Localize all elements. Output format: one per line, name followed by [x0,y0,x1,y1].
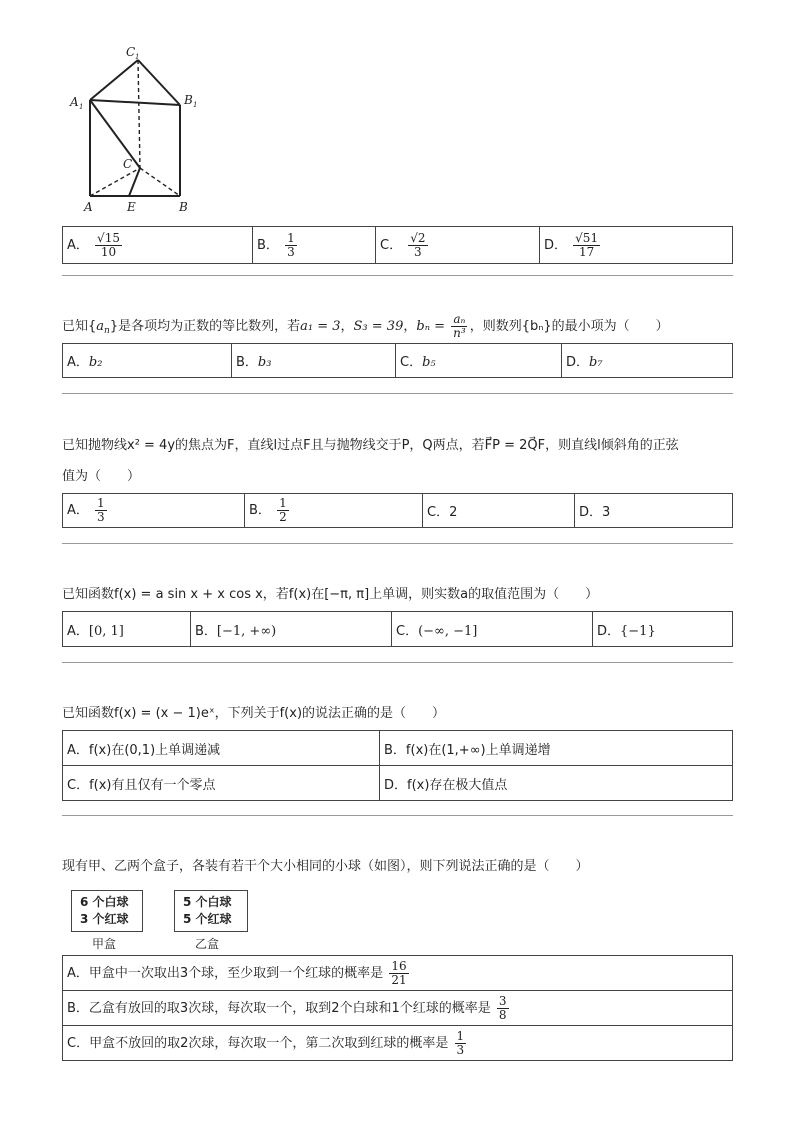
label-e: E [127,200,136,214]
q5-stem: 已知函数f(x) = (x − 1)eˣ，下列关于f(x)的说法正确的是（ ） [62,706,446,721]
option-b[interactable]: B．[−1, +∞) [191,612,392,647]
edge-a1-c1 [90,60,138,100]
divider [62,662,733,663]
option-c[interactable]: C．f(x)有且仅有一个零点 [63,766,380,801]
option-a[interactable]: A． $\frac{√15}{10}$ [63,227,253,264]
segment-c-e [129,168,140,196]
edge-a1-b1 [90,100,180,105]
box-yi-label: 乙盒 [195,937,220,951]
divider [62,393,733,394]
q2-options [62,343,733,378]
label-a1-sub: 1 [79,103,84,111]
box-jia-red: 3 个红球 [80,912,129,926]
fraction: $\frac{1}{3}$ [456,1028,465,1057]
divider [62,275,733,276]
q1-options [62,226,733,264]
box-jia-white: 6 个白球 [80,895,129,909]
fraction: $\frac{1}{3}$ [287,230,295,259]
option-c[interactable]: C．b₅ [396,344,562,378]
divider [62,815,733,816]
fraction: $\frac{\text{aₙ}}{\text{n³}}$ [453,312,466,340]
label-a1: A [70,95,79,109]
label-c1-sub: 1 [135,53,140,61]
option-c[interactable]: C．(−∞, −1] [392,612,593,647]
edge-a-c [90,168,140,196]
label-a: A [84,200,93,214]
option-d[interactable]: D．f(x)存在极大值点 [380,766,733,801]
fraction: $\frac{3}{8}$ [498,993,507,1022]
option-b[interactable]: B．f(x)在(1,+∞)上单调递增 [380,731,733,766]
option-c[interactable]: C． $\frac{√2}{3}$ [376,227,540,264]
q3-options [62,493,733,528]
label-c: C [123,157,133,171]
q6-stem: 现有甲、乙两个盒子，各装有若干个大小相同的小球（如图），则下列说法正确的是（ ） [62,859,589,874]
fraction: $\frac{√51}{17}$ [575,230,599,259]
fraction: $\frac{1}{3}$ [97,496,105,524]
option-d[interactable]: D． $\frac{√51}{17}$ [540,227,733,264]
option-b[interactable]: B．乙盒有放回的取3次球，每次取一个，取到2个白球和1个红球的概率是 $\frac{3}{8}$ [63,991,733,1026]
option-b[interactable]: B．b₃ [232,344,396,378]
q4-stem: 已知函数f(x) = a sin x + x cos x，若f(x)在[−π, π]上单调，则实数a的取值范围为（ ） [62,587,599,602]
label-c1: C [126,45,136,59]
q5-options [62,730,733,801]
q3-stem-line2: 值为（ ） [62,469,141,484]
label-b1: B [184,93,193,107]
prism-figure [60,40,220,220]
fraction: $\frac{16}{21}$ [391,958,407,987]
option-a[interactable]: A． $\frac{1}{3}$ [63,494,245,528]
option-b[interactable]: B． $\frac{1}{2}$ [245,494,423,528]
edge-c-c1 [138,60,140,168]
q2-stem: 已知$\{a_n\}$是各项均为正数的等比数列，若a₁ = 3，S₃ = 39，bₙ = $\frac{\text{aₙ}}{\text{n³}}$ ，则数列{bₙ}的最小项为（ ） [62,312,669,340]
edge-c1-b1 [138,60,180,105]
option-c[interactable]: C．甲盒不放回的取2次球，每次取一个，第二次取到红球的概率是 $\frac{1}{3}$ [63,1026,733,1061]
q4-options [62,611,733,647]
box-jia-label: 甲盒 [92,937,117,951]
box-yi-red: 5 个红球 [183,912,232,926]
option-d[interactable]: D．3 [575,494,733,528]
box-jia [71,890,143,932]
box-yi [174,890,248,932]
option-a[interactable]: A．f(x)在(0,1)上单调递减 [63,731,380,766]
option-a[interactable]: A．b₂ [63,344,232,378]
divider [62,543,733,544]
edge-a1-c [90,100,140,168]
fraction: $\frac{1}{2}$ [279,496,287,524]
option-c[interactable]: C．2 [423,494,575,528]
option-d[interactable]: D．{−1} [593,612,733,647]
box-yi-white: 5 个白球 [183,895,232,909]
option-b[interactable]: B． $\frac{1}{3}$ [253,227,376,264]
option-d[interactable]: D．b₇ [562,344,733,378]
q6-options [62,955,733,1061]
q3-stem-line1: 已知抛物线x² = 4y的焦点为F，直线l过点F且与抛物线交于P，Q两点，若F⃗P = 2Q⃗F，则直线l倾斜角的正弦 [62,438,679,453]
edge-c-b [140,168,180,196]
option-a[interactable]: A．甲盒中一次取出3个球，至少取到一个红球的概率是 $\frac{16}{21}$ [63,956,733,991]
fraction: $\frac{√2}{3}$ [410,230,426,259]
option-a[interactable]: A．[0, 1] [63,612,191,647]
label-b: B [179,200,188,214]
fraction: $\frac{√15}{10}$ [97,230,120,259]
label-b1-sub: 1 [193,101,198,109]
